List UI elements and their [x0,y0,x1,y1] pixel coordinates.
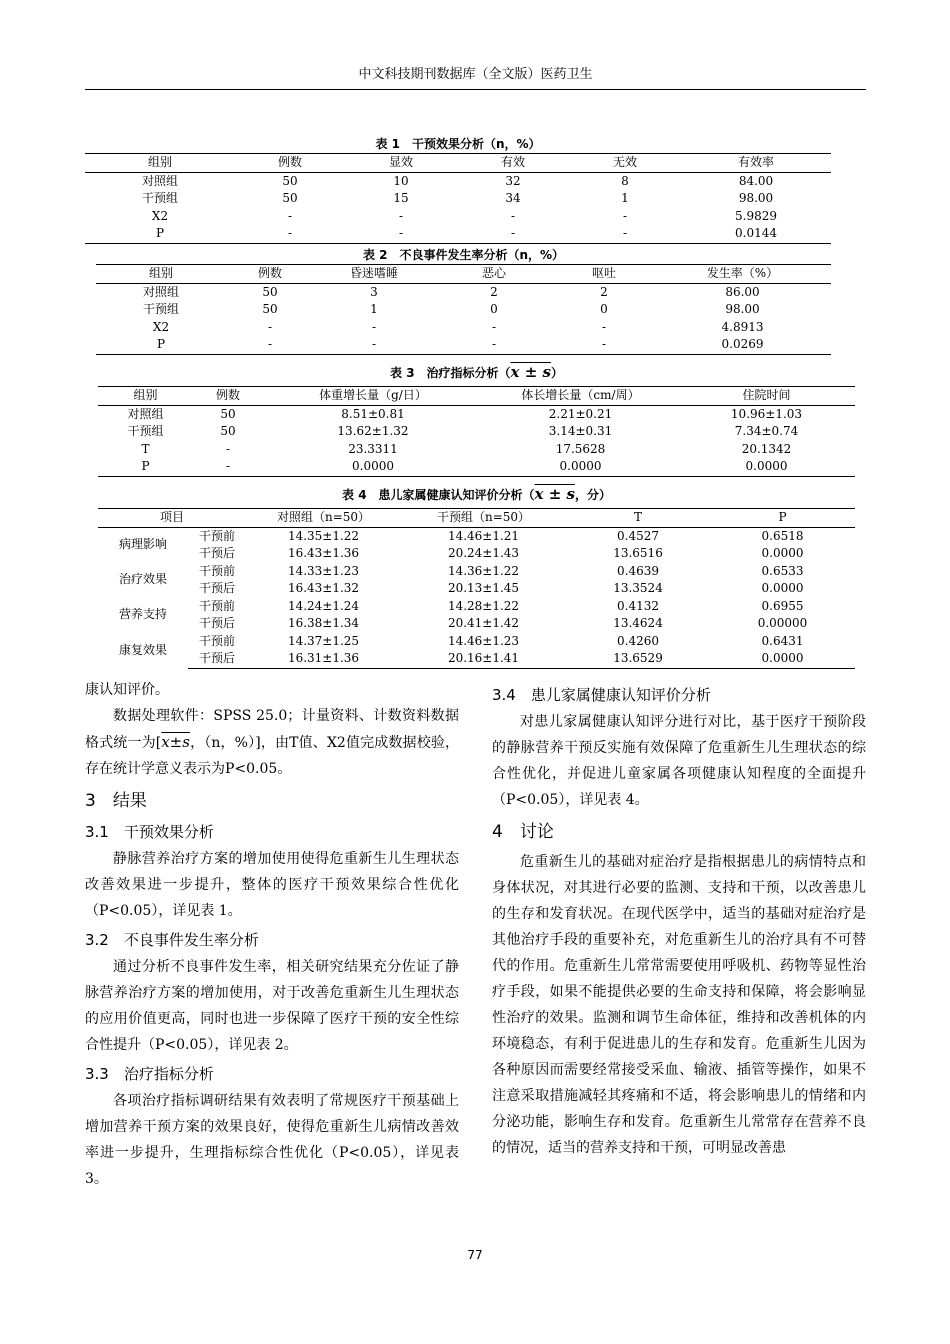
table-cell: 干预组 [127,424,164,438]
table-cell: 32 [505,173,521,188]
table-header-row [85,154,831,173]
table-cell: 98.00 [738,191,774,205]
group-label: 营养支持 [118,607,167,622]
table-4 [98,480,855,669]
table-cell: 20.16±1.41 [401,650,566,668]
table-cell: 17.5628 [555,441,606,456]
mean-sd-formula: x±s [161,733,190,751]
table-2-grid [96,264,831,355]
table-cell: - [371,319,377,334]
table-cell: 1 [370,302,378,316]
table-cell: 干预后 [199,546,236,560]
table-cell: 14.35±1.22 [287,528,360,543]
table-row [98,458,855,476]
table-4-grid [98,508,855,669]
table-3-title-suffix: ） [550,366,563,380]
table-cell: 干预前 [199,563,236,578]
table-row [98,563,855,581]
table-cell: 50 [282,191,298,205]
table-cell: - [554,336,654,354]
table-cell: 13.3524 [613,581,663,595]
table-row [98,545,855,563]
table-1-grid [85,153,831,244]
table-cell: 干预前 [199,528,236,543]
table-cell: 对照组 [127,406,164,421]
group-label: 治疗效果 [118,572,167,587]
column-header: 昏迷嗜睡 [314,265,434,284]
table-cell: 干预后 [188,650,246,668]
column-header: 有效率 [681,154,831,173]
paragraph: 危重新生儿的基础对症治疗是指根据患儿的病情特点和身体状况，对其进行必要的监测、支持和干预，以改善患儿的生存和发育状况。在现代医学中，适当的基础对症治疗是其他治疗手段的重要补充，对危重新生儿的治疗具有不可替代的作用。危重新生儿常常需要使用呼吸机、药物等显性治疗手段，如果不能提供必要的生命支持和保障，将会影响显性治疗的效果。监测和调节生命体征，维持和改善机体的内环境稳态，有利于促进患儿的生存和发育。危重新生儿因为各种原因而需要经常接受采血、输液、插管等操作，如果不注意采取措施减轻其疼痛和不适，将会影响患儿的情绪和内分泌功能，影响生存和发育。危重新生儿常常存在营养不良的情况，适当的营养支持和干预，可明显改善患 [492,854,866,1156]
table-cell: 0.6533 [761,563,804,578]
table-cell: 50 [282,173,298,188]
table-cell: 0.0000 [263,458,483,476]
table-cell: T [141,441,150,456]
table-cell: 0.0000 [483,458,678,476]
table-cell: 0 [490,302,498,316]
table-2 [96,246,831,355]
paragraph: 各项治疗指标调研结果有效表明了常规医疗干预基础上增加营养干预方案的效果良好，使得危重新生儿病情改善效率进一步提升，生理指标综合性优化（P<0.05），详见表 3。 [85,1093,459,1187]
table-cell: - [457,225,569,243]
table-cell: 2 [490,284,498,299]
table-cell: 16.38±1.34 [287,616,360,630]
table-cell: 0.0144 [681,225,831,243]
column-header: 无效 [569,154,681,173]
table-cell: 10.96±1.03 [730,406,803,421]
right-column [492,679,866,1161]
table-cell: - [510,208,516,223]
table-cell: 0.0269 [654,336,831,354]
table-cell: 20.24±1.43 [447,546,520,560]
table-cell: 4.8913 [721,319,764,334]
table-cell: 对照组 [141,173,178,188]
table-cell: 0.0000 [678,458,855,476]
table-cell: 86.00 [725,284,760,299]
table-cell: 84.00 [738,173,774,188]
table-cell: 0.0000 [761,581,804,595]
table-row [85,190,831,208]
table-cell: 0.4260 [617,633,660,648]
table-row [85,225,831,243]
table-4-title-prefix: 表 4 患儿家属健康认知评价分析（ [342,488,535,502]
table-cell: 14.46±1.23 [447,633,520,648]
table-cell: 干预组 [141,191,178,205]
table-cell: - [491,319,497,334]
column-header: 组别 [96,265,226,284]
column-header: T [566,509,710,528]
table-cell: - [601,319,607,334]
paragraph-text: 数据处理软件：SPSS 25.0；计量资料、计数资料数据格式统一为[ [85,708,459,751]
table-cell: 98.00 [725,302,760,316]
table-row [96,336,831,354]
section-heading: 4 讨论 [492,822,554,842]
table-4-title-suffix: ，分） [574,488,611,502]
table-cell: 15 [393,191,409,205]
table-cell: 7.34±0.74 [734,424,799,438]
table-cell: 0.00000 [757,616,808,630]
table-cell: - [314,336,434,354]
table-cell: - [345,225,457,243]
column-header: 项目 [98,509,246,528]
section-heading: 3 结果 [85,791,147,811]
table-cell: 3.14±0.31 [548,424,613,438]
column-header: 显效 [345,154,457,173]
mean-sd-formula: x ± s [510,363,551,381]
column-header: 例数 [235,154,345,173]
table-cell: 20.13±1.45 [447,581,520,595]
group-label: 病理影响 [118,537,167,552]
table-cell: 8 [621,173,629,188]
table-header-row [98,387,855,406]
table-cell: X2 [151,208,169,223]
left-column [85,677,459,1192]
table-row [98,423,855,441]
table-cell: - [235,225,345,243]
table-cell: 3 [370,284,378,299]
table-cell: 0.4527 [617,528,660,543]
subsection-heading: 3.4 患儿家属健康认知评价分析 [492,686,711,704]
table-cell: 2.21±0.21 [548,406,613,421]
table-row [98,633,855,651]
column-header: 发生率（%） [654,265,831,284]
table-cell: 8.51±0.81 [341,406,405,421]
column-header: 对照组（n=50） [246,509,401,528]
paragraph: 康认知评价。 [85,682,169,698]
table-header-row [96,265,831,284]
table-cell: 0.4132 [617,598,660,613]
table-cell: X2 [152,319,170,334]
table-cell: 16.31±1.36 [246,650,401,668]
group-label: 康复效果 [118,642,167,657]
table-cell: - [226,336,314,354]
column-header: 体长增长量（cm/周） [483,387,678,406]
subsection-heading: 3.1 干预效果分析 [85,823,214,841]
table-row [96,301,831,319]
paragraph-text: ，（n，%）]，由T值、X2值完成数据校验，存在统计学意义表示为P<0.05。 [85,735,459,777]
table-1-title: 表 1 干预效果分析（n，%） [375,137,541,151]
table-cell: 13.6516 [613,546,663,560]
table-cell: 干预前 [199,598,236,613]
paragraph: 静脉营养治疗方案的增加使用使得危重新生儿生理状态改善效果进一步提升，整体的医疗干预效果综合性优化（P<0.05），详见表 1。 [85,851,459,919]
table-cell: 14.36±1.22 [447,563,520,578]
column-header: 例数 [193,387,263,406]
table-cell: 13.4624 [613,616,663,630]
table-cell: 干预前 [199,633,236,648]
column-header: 恶心 [434,265,554,284]
table-row [98,405,855,423]
table-cell: 干预后 [199,616,236,630]
journal-header [85,60,866,90]
table-cell: - [193,458,263,476]
column-header: 例数 [226,265,314,284]
table-cell: 14.24±1.24 [287,598,360,613]
table-cell: 20.41±1.42 [447,616,520,630]
column-header: P [710,509,855,528]
table-4-title [98,480,855,508]
table-cell: 干预组 [142,302,179,316]
table-3 [98,358,855,477]
table-row [85,208,831,226]
paragraph: 通过分析不良事件发生率，相关研究结果充分佐证了静脉营养治疗方案的增加使用，对于改善危重新生儿生理状态的应用价值更高，同时也进一步保障了医疗干预的安全性综合性提升（P<0.05），详见表 2。 [85,959,459,1053]
table-cell: 23.3311 [348,441,398,456]
table-cell: P [85,225,235,243]
table-row [98,598,855,616]
table-cell: P [98,458,193,476]
table-cell: 0.6431 [761,633,804,648]
subsection-heading: 3.2 不良事件发生率分析 [85,931,259,949]
journal-title: 中文科技期刊数据库（全文版）医药卫生 [358,67,593,82]
table-cell: 13.6529 [566,650,710,668]
mean-sd-formula: x ± s [534,485,575,503]
table-cell: 14.37±1.25 [287,633,360,648]
table-cell: 50 [220,406,236,421]
table-cell: - [287,208,293,223]
table-cell: 50 [262,302,278,316]
paragraph [85,703,459,782]
table-row [98,441,855,459]
table-3-title [98,358,855,386]
table-cell: 14.46±1.21 [447,528,520,543]
column-header: 体重增长量（g/日） [263,387,483,406]
table-cell: - [569,225,681,243]
table-header-row [98,509,855,528]
column-header: 住院时间 [678,387,855,406]
table-row [98,580,855,598]
table-cell: 0.0000 [710,650,855,668]
table-cell: 34 [505,191,521,205]
table-cell: 20.1342 [741,441,792,456]
table-cell: 5.9829 [735,208,777,223]
table-cell: 0.0000 [761,546,804,560]
table-cell: 2 [600,284,608,299]
table-row [96,283,831,301]
table-cell: - [267,319,273,334]
table-cell: 0.6518 [761,528,804,543]
table-1 [85,135,831,244]
column-header: 组别 [85,154,235,173]
table-cell: 1 [621,191,629,205]
table-cell: 14.33±1.23 [287,563,360,578]
table-row [98,615,855,633]
table-cell: - [398,208,404,223]
table-cell: 16.43±1.36 [287,546,360,560]
subsection-heading: 3.3 治疗指标分析 [85,1065,214,1083]
table-row [98,527,855,545]
table-cell: 14.28±1.22 [447,598,520,613]
table-cell: 0.4639 [617,563,660,578]
table-cell: P [96,336,226,354]
table-3-title-prefix: 表 3 治疗指标分析（ [390,366,511,380]
column-header: 有效 [457,154,569,173]
table-cell: - [622,208,628,223]
table-cell: 16.43±1.32 [287,581,360,595]
paragraph: 对患儿家属健康认知评分进行对比，基于医疗干预阶段的静脉营养干预反实施有效保障了危重新生儿生理状态的综合性优化，并促进儿童家属各项健康认知程度的全面提升（P<0.05），详见表 4。 [492,714,866,808]
table-3-grid [98,386,855,477]
table-2-title: 表 2 不良事件发生率分析（n，%） [362,248,565,262]
column-header: 组别 [98,387,193,406]
table-cell: 50 [220,424,236,438]
table-cell: 0.6955 [761,598,804,613]
column-header: 呕吐 [554,265,654,284]
column-header: 干预组（n=50） [401,509,566,528]
table-cell: 0 [600,302,608,316]
table-cell: 13.62±1.32 [337,424,409,438]
table-cell: 对照组 [142,284,179,299]
table-row [98,650,855,668]
page-number: 77 [467,1248,483,1262]
table-cell: 10 [393,173,409,188]
table-cell: 干预后 [199,581,236,595]
table-cell: 50 [262,284,278,299]
table-row [96,319,831,337]
table-row [85,172,831,190]
table-cell: - [434,336,554,354]
table-cell: - [225,441,231,456]
